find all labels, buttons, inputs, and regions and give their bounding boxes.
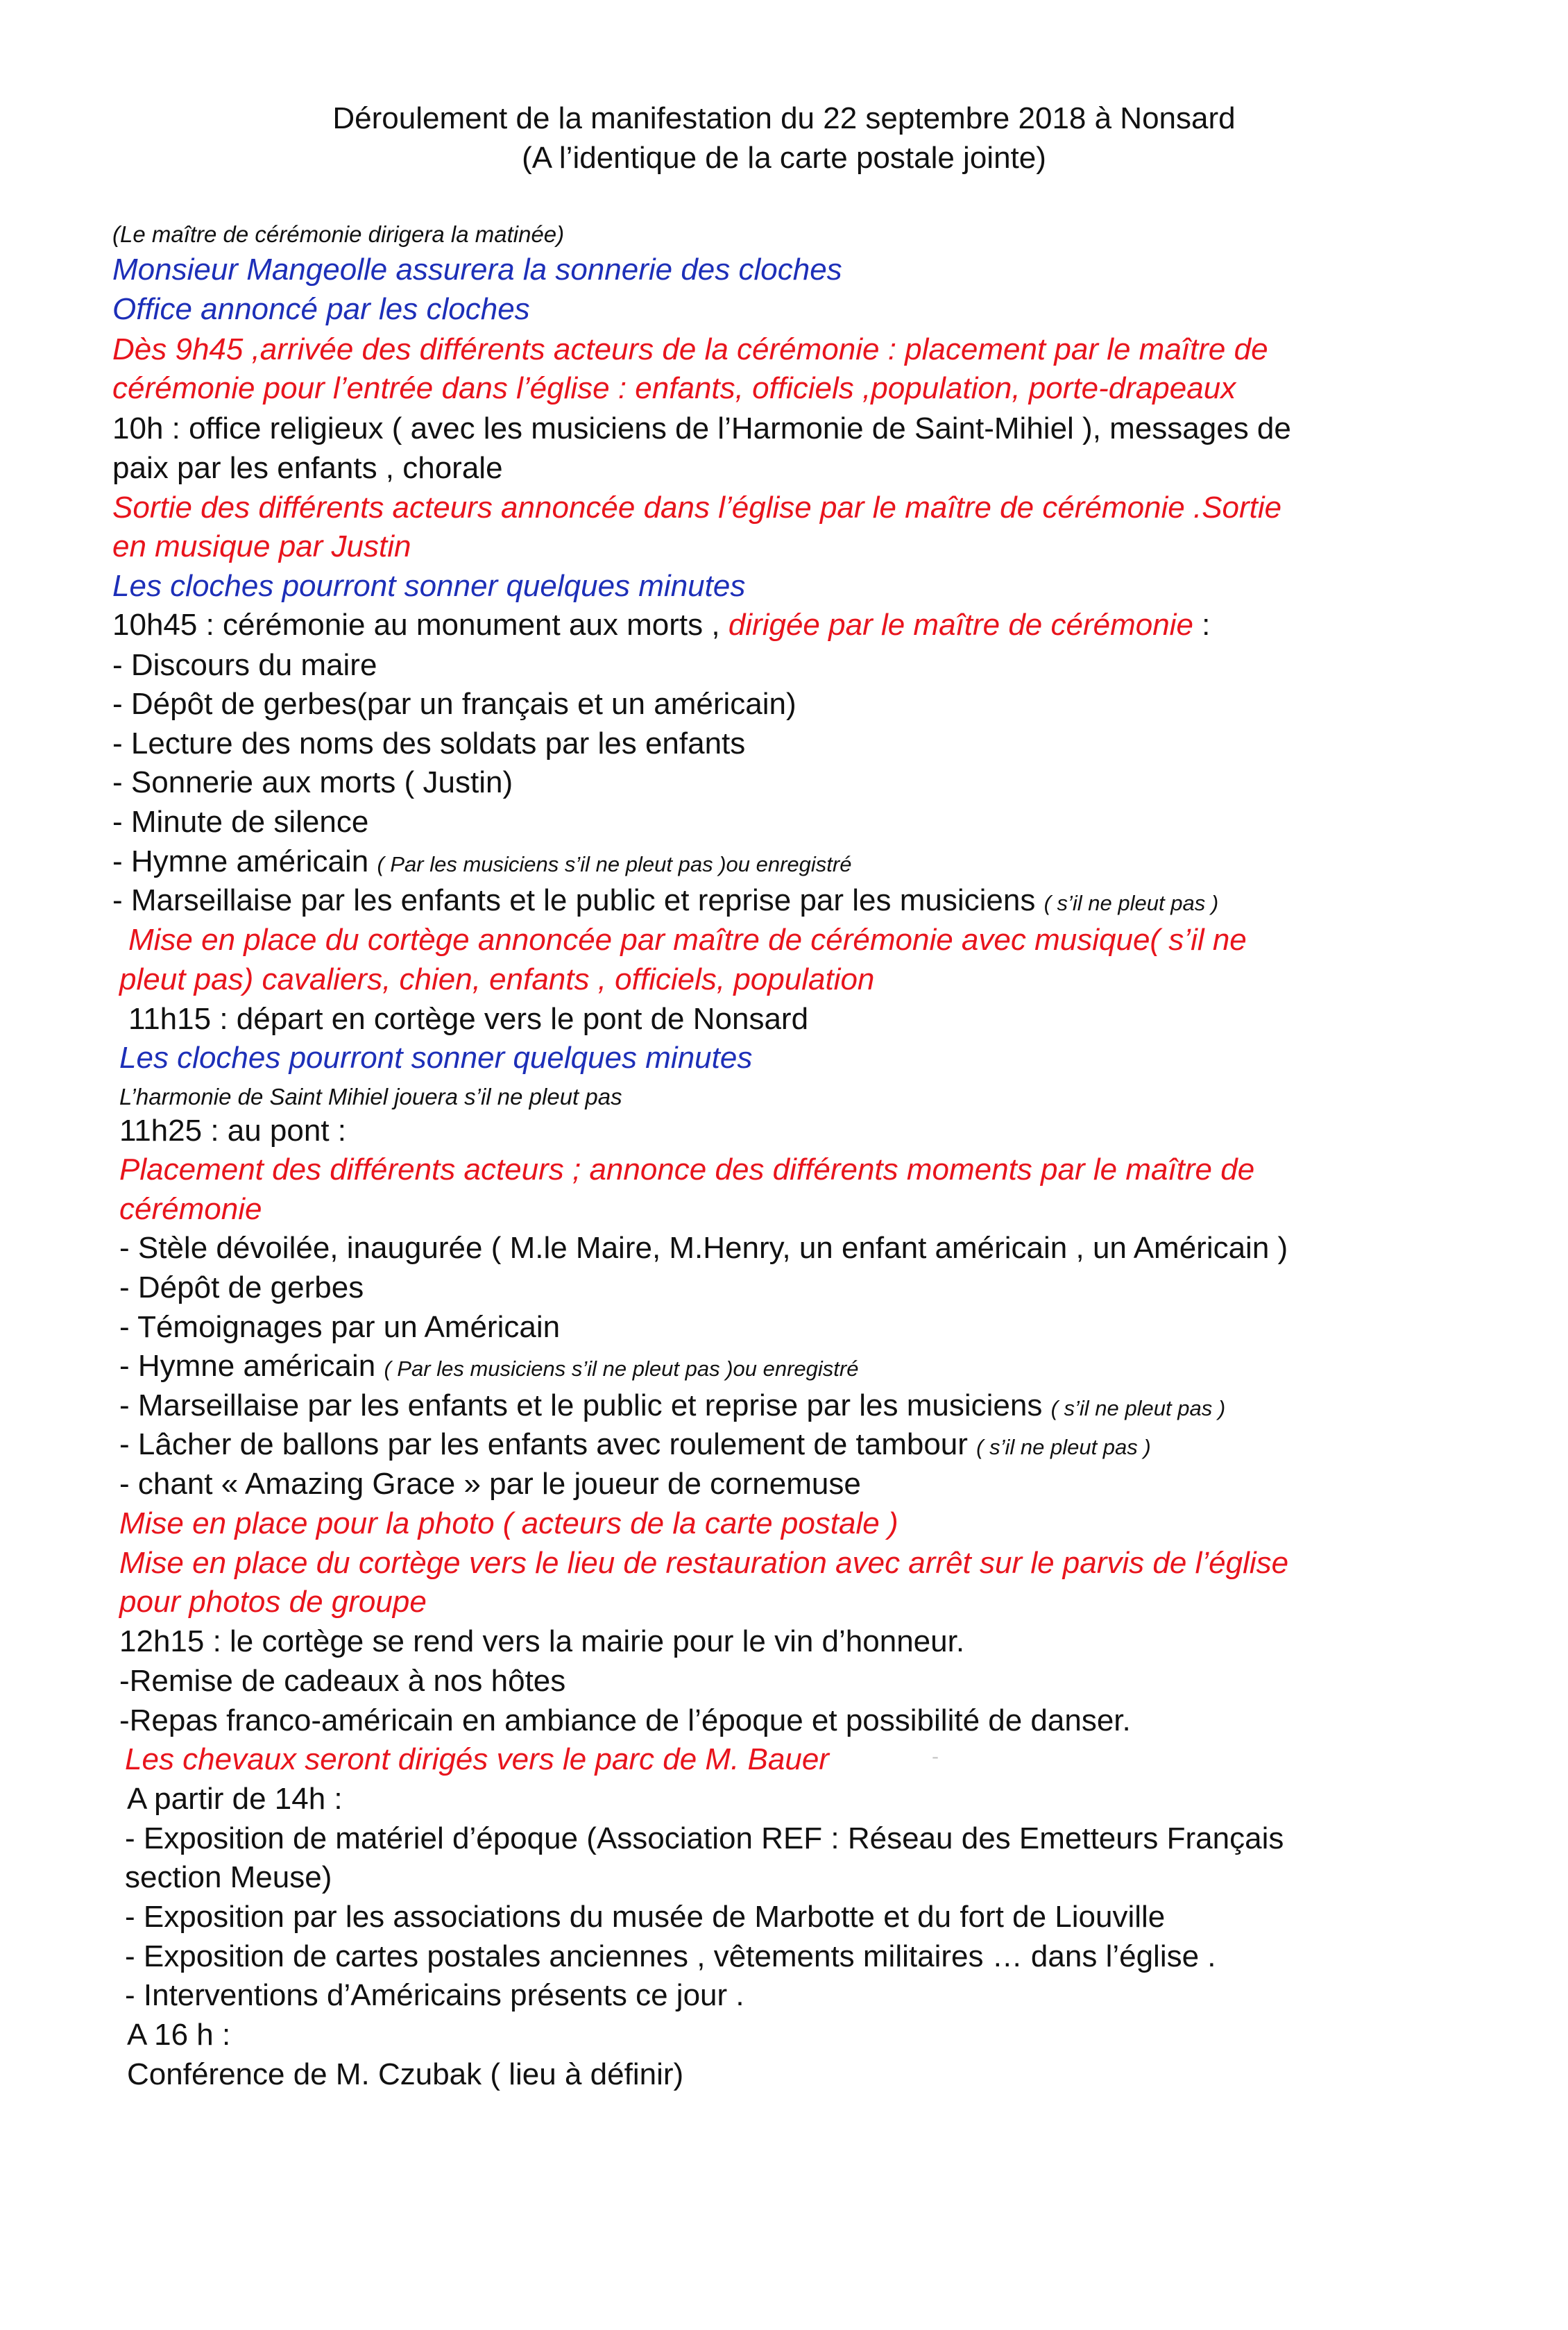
line-bells-1: Les cloches pourront sonner quelques minutes [112, 569, 746, 603]
list-item-amazing-grace: - chant « Amazing Grace » par le joueur de cornemuse [119, 1467, 861, 1501]
line-office-1: 10h : office religieux ( avec les musiciens de l’Harmonie de Saint-Mihiel ), messages de [112, 411, 1291, 445]
line-from-14h: A partir de 14h : [127, 1782, 343, 1816]
line-conference: Conférence de M. Czubak ( lieu à définir) [127, 2057, 684, 2091]
line-exit-1: Sortie des différents acteurs annoncée dans l’église par le maître de cérémonie .Sortie [112, 491, 1282, 525]
line-monument [112, 606, 1210, 645]
scan-mark: - [932, 1745, 939, 1768]
line-monument-time: 10h45 : cérémonie au monument aux morts , [112, 608, 728, 642]
line-arrival-2: cérémonie pour l’entrée dans l’église : enfants, officiels ,population, porte-drapeaux [112, 371, 1236, 405]
list-item-gifts: -Remise de cadeaux à nos hôtes [119, 1664, 566, 1698]
document-title: Déroulement de la manifestation du 22 septembre 2018 à Nonsard [332, 101, 1236, 135]
list-item-wreaths-2: - Dépôt de gerbes [119, 1270, 364, 1304]
line-photo: Mise en place pour la photo ( acteurs de la carte postale ) [119, 1506, 898, 1540]
list-item-speech: - Discours du maire [112, 648, 377, 682]
list-item-expo-marbotte: - Exposition par les associations du musée de Marbotte et du fort de Liouville [125, 1900, 1166, 1934]
document-subtitle: (A l’identique de la carte postale jointe) [522, 141, 1046, 175]
marseillaise-1-label: - Marseillaise par les enfants et le public et reprise par les musiciens [112, 883, 1044, 917]
line-office-2: paix par les enfants , chorale [112, 451, 503, 485]
anthem-2-note: ( Par les musiciens s’il ne pleut pas )ou enregistré [384, 1357, 859, 1381]
marseillaise-2-label: - Marseillaise par les enfants et le public et reprise par les musiciens [119, 1388, 1051, 1422]
line-harmonie-note: L’harmonie de Saint Mihiel jouera s’il ne pleut pas [119, 1084, 622, 1109]
line-placement-1: Placement des différents acteurs ; annonce des différents moments par le maître de [119, 1153, 1255, 1187]
line-procession-2: pleut pas) cavaliers, chien, enfants , officiels, population [119, 962, 875, 996]
list-item-meal: -Repas franco-américain en ambiance de l’époque et possibilité de danser. [119, 1703, 1131, 1737]
list-item-marseillaise-2 [119, 1386, 1225, 1428]
anthem-1-note: ( Par les musiciens s’il ne pleut pas )ou enregistré [377, 852, 852, 876]
list-item-expo-ref-1: - Exposition de matériel d’époque (Association REF : Réseau des Emetteurs Français [125, 1821, 1284, 1855]
list-item-testimonies: - Témoignages par un Américain [119, 1310, 561, 1344]
line-departure: 11h15 : départ en cortège vers le pont de Nonsard [128, 1002, 809, 1036]
balloons-label: - Lâcher de ballons par les enfants avec roulement de tambour [119, 1427, 977, 1461]
line-restauration-2: pour photos de groupe [119, 1585, 427, 1619]
balloons-note: ( s’il ne pleut pas ) [976, 1435, 1151, 1459]
list-item-sonnerie: - Sonnerie aux morts ( Justin) [112, 765, 513, 799]
list-item-americans: - Interventions d’Américains présents ce jour . [125, 1978, 744, 2012]
list-item-wreaths-1: - Dépôt de gerbes(par un français et un américain) [112, 687, 796, 721]
line-bells-mangeolle: Monsieur Mangeolle assurera la sonnerie des cloches [112, 253, 842, 287]
anthem-1-label: - Hymne américain [112, 844, 377, 878]
line-bells-2: Les cloches pourront sonner quelques minutes [119, 1041, 753, 1075]
list-item-stele: - Stèle dévoilée, inaugurée ( M.le Maire, M.Henry, un enfant américain , un Américain ) [119, 1231, 1288, 1265]
line-office-bells: Office annoncé par les cloches [112, 292, 530, 326]
marseillaise-1-note: ( s’il ne pleut pas ) [1043, 891, 1219, 915]
line-mairie: 12h15 : le cortège se rend vers la mairie pour le vin d’honneur. [119, 1624, 965, 1658]
list-item-expo-postcards: - Exposition de cartes postales anciennes , vêtements militaires … dans l’église . [125, 1939, 1216, 1973]
list-item-marseillaise-1 [112, 881, 1218, 923]
line-placement-2: cérémonie [119, 1192, 262, 1226]
line-16h: A 16 h : [127, 2018, 231, 2052]
anthem-2-label: - Hymne américain [119, 1349, 384, 1383]
line-monument-colon: : [1193, 608, 1211, 642]
line-bridge: 11h25 : au pont : [119, 1114, 347, 1148]
line-horses: Les chevaux seront dirigés vers le parc de M. Bauer [125, 1742, 829, 1776]
list-item-expo-ref-2: section Meuse) [125, 1860, 332, 1894]
line-arrival-1: Dès 9h45 ,arrivée des différents acteurs de la cérémonie : placement par le maître de [112, 332, 1268, 366]
list-item-silence: - Minute de silence [112, 805, 369, 839]
list-item-anthem-2 [119, 1347, 858, 1388]
line-restauration-1: Mise en place du cortège vers le lieu de restauration avec arrêt sur le parvis de l’église [119, 1546, 1289, 1580]
list-item-anthem-1 [112, 842, 851, 884]
line-intro-note: (Le maître de cérémonie dirigera la matinée) [112, 221, 565, 247]
marseillaise-2-note: ( s’il ne pleut pas ) [1050, 1396, 1226, 1420]
line-exit-2: en musique par Justin [112, 529, 411, 563]
list-item-names: - Lecture des noms des soldats par les enfants [112, 726, 746, 760]
line-procession-1: Mise en place du cortège annoncée par maître de cérémonie avec musique( s’il ne [128, 923, 1247, 957]
list-item-balloons [119, 1425, 1151, 1467]
line-monument-directed: dirigée par le maître de cérémonie [728, 608, 1193, 642]
